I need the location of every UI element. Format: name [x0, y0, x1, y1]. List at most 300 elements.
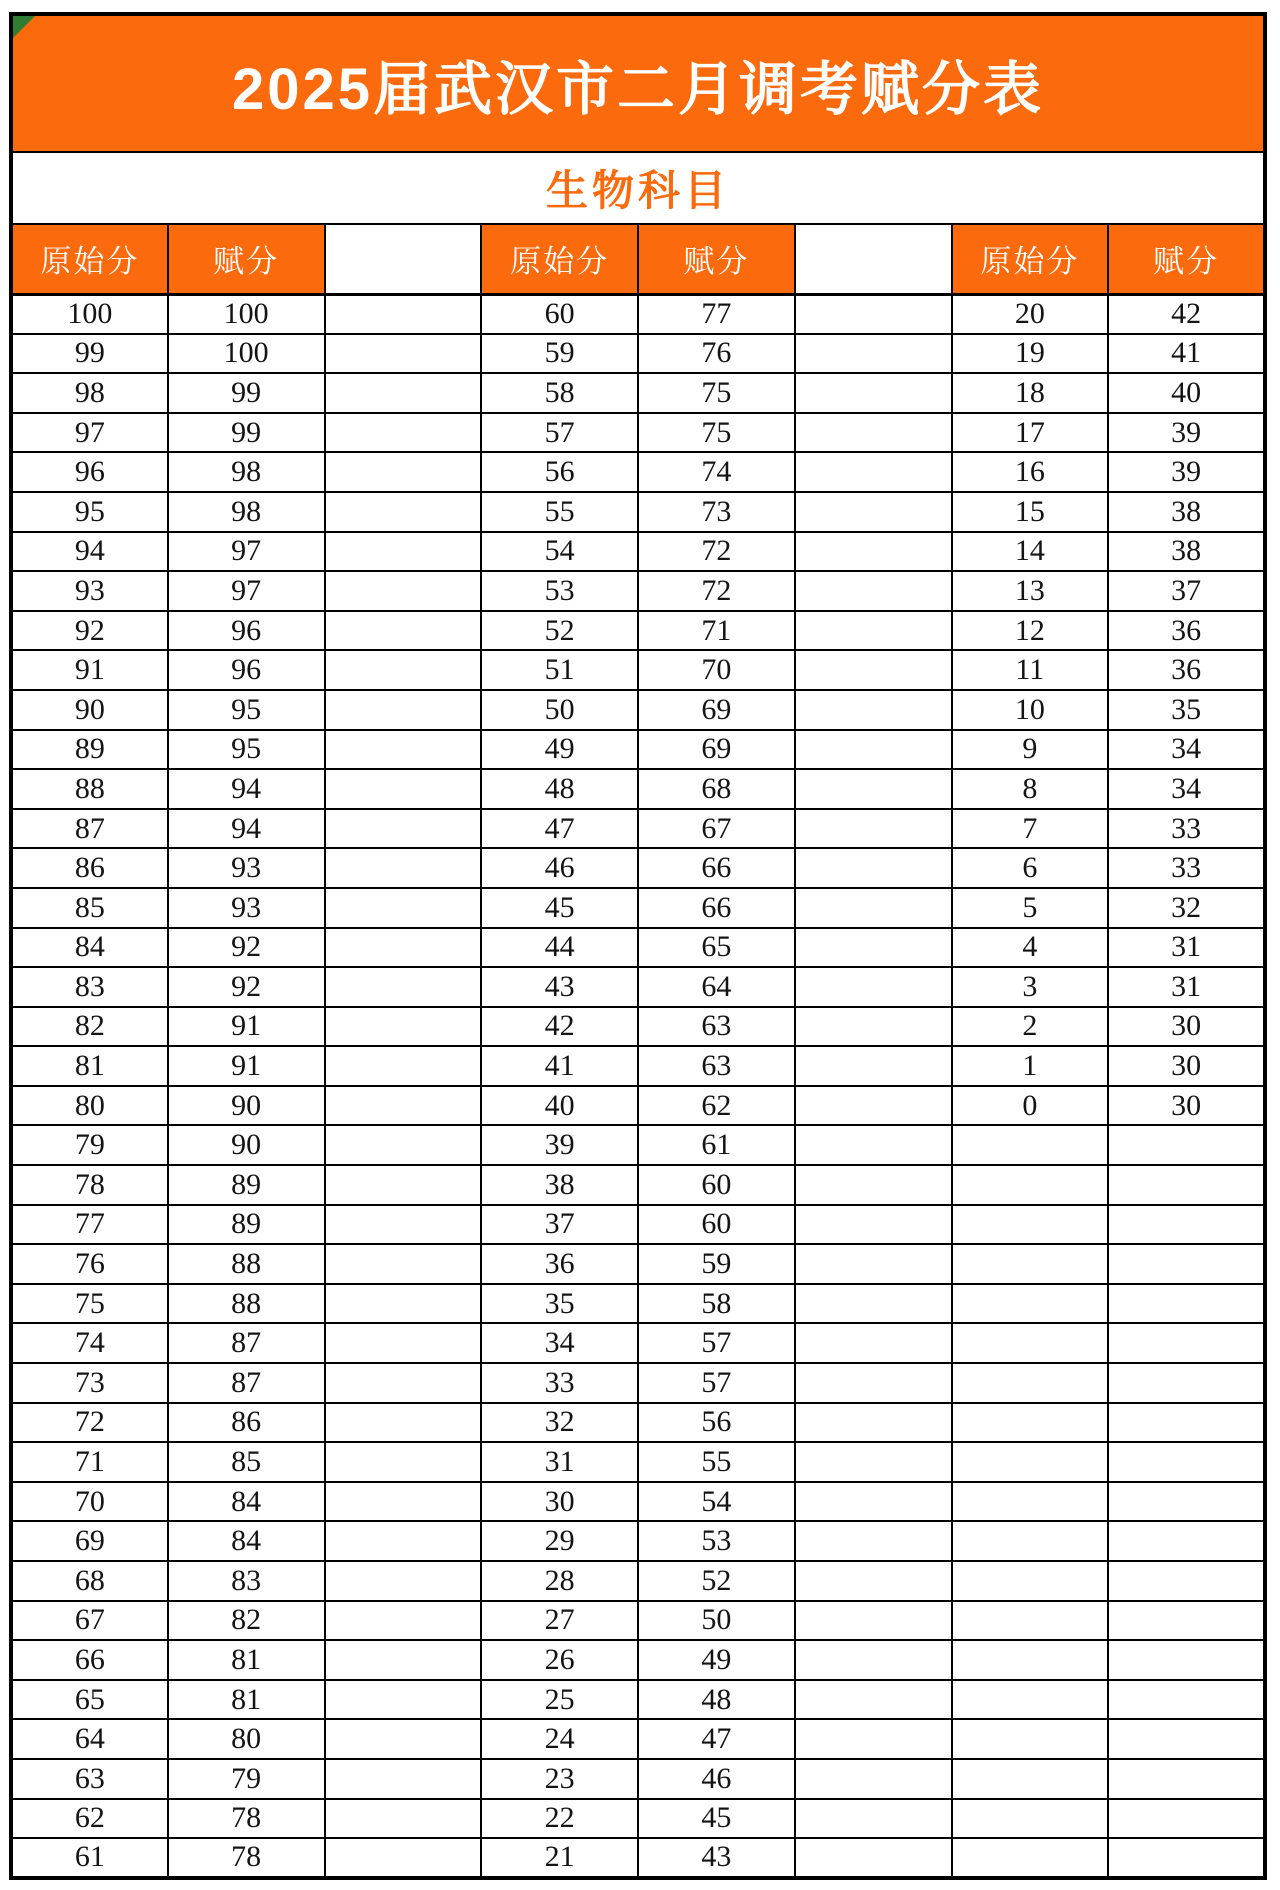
- spacer-cell: [795, 809, 952, 849]
- spacer-cell: [325, 1561, 482, 1601]
- score-cell: [1108, 1482, 1265, 1522]
- score-cell: 95: [11, 492, 168, 532]
- score-cell: 91: [168, 1046, 325, 1086]
- score-cell: 55: [638, 1442, 795, 1482]
- score-cell: [952, 1482, 1109, 1522]
- spacer-cell: [795, 334, 952, 374]
- score-cell: [952, 1244, 1109, 1284]
- score-row: [11, 690, 1265, 730]
- score-cell: 74: [638, 452, 795, 492]
- score-cell: [952, 1799, 1109, 1839]
- score-cell: 50: [638, 1601, 795, 1641]
- score-cell: 43: [638, 1838, 795, 1878]
- spacer-header: [325, 224, 482, 294]
- score-cell: 98: [168, 452, 325, 492]
- score-cell: 65: [11, 1680, 168, 1720]
- spacer-cell: [325, 611, 482, 651]
- spacer-cell: [325, 848, 482, 888]
- score-row: [11, 532, 1265, 572]
- spacer-cell: [325, 1442, 482, 1482]
- score-cell: 81: [11, 1046, 168, 1086]
- score-cell: 87: [11, 809, 168, 849]
- score-cell: [952, 1363, 1109, 1403]
- score-cell: 91: [168, 1007, 325, 1047]
- score-cell: 5: [952, 888, 1109, 928]
- score-cell: 6: [952, 848, 1109, 888]
- spacer-cell: [325, 1323, 482, 1363]
- score-cell: 24: [481, 1719, 638, 1759]
- score-cell: 35: [1108, 690, 1265, 730]
- score-cell: 40: [1108, 373, 1265, 413]
- score-cell: 95: [168, 690, 325, 730]
- score-row: [11, 611, 1265, 651]
- score-cell: 39: [1108, 413, 1265, 453]
- score-cell: 60: [638, 1165, 795, 1205]
- score-cell: 18: [952, 373, 1109, 413]
- subject-subtitle: 生物科目: [11, 152, 1265, 224]
- score-cell: 98: [11, 373, 168, 413]
- score-cell: 97: [168, 571, 325, 611]
- score-cell: 14: [952, 532, 1109, 572]
- score-cell: 38: [1108, 532, 1265, 572]
- score-row: [11, 294, 1265, 334]
- score-cell: 30: [481, 1482, 638, 1522]
- score-cell: 61: [638, 1125, 795, 1165]
- score-cell: 11: [952, 650, 1109, 690]
- score-cell: 88: [11, 769, 168, 809]
- score-cell: [952, 1719, 1109, 1759]
- score-cell: 79: [11, 1125, 168, 1165]
- score-cell: 58: [638, 1284, 795, 1324]
- score-row: [11, 1323, 1265, 1363]
- score-cell: 10: [952, 690, 1109, 730]
- spacer-cell: [795, 1403, 952, 1443]
- spacer-cell: [325, 730, 482, 770]
- score-cell: 30: [1108, 1046, 1265, 1086]
- score-cell: 85: [168, 1442, 325, 1482]
- score-cell: 9: [952, 730, 1109, 770]
- score-cell: 16: [952, 452, 1109, 492]
- score-cell: 96: [168, 611, 325, 651]
- score-cell: 64: [638, 967, 795, 1007]
- spacer-cell: [325, 1284, 482, 1324]
- score-cell: 76: [638, 334, 795, 374]
- score-cell: 0: [952, 1086, 1109, 1126]
- score-row: [11, 1601, 1265, 1641]
- cell-flag-triangle-icon: [13, 16, 35, 38]
- score-cell: 41: [1108, 334, 1265, 374]
- spacer-cell: [325, 1521, 482, 1561]
- score-cell: 31: [481, 1442, 638, 1482]
- spacer-cell: [325, 1205, 482, 1245]
- page-title: 2025届武汉市二月调考赋分表: [231, 56, 1045, 122]
- score-cell: 81: [168, 1640, 325, 1680]
- score-cell: 37: [1108, 571, 1265, 611]
- spacer-cell: [795, 1205, 952, 1245]
- score-cell: 74: [11, 1323, 168, 1363]
- score-cell: 43: [481, 967, 638, 1007]
- score-cell: 77: [638, 294, 795, 334]
- score-cell: 68: [11, 1561, 168, 1601]
- score-cell: 57: [638, 1363, 795, 1403]
- score-cell: [1108, 1799, 1265, 1839]
- spacer-cell: [795, 1284, 952, 1324]
- score-cell: 2: [952, 1007, 1109, 1047]
- spacer-cell: [795, 1759, 952, 1799]
- spacer-cell: [795, 1086, 952, 1126]
- spacer-cell: [795, 888, 952, 928]
- score-cell: 36: [1108, 650, 1265, 690]
- column-header: 原始分: [952, 224, 1109, 294]
- score-cell: 45: [481, 888, 638, 928]
- spacer-cell: [795, 611, 952, 651]
- spacer-cell: [325, 888, 482, 928]
- score-cell: 61: [11, 1838, 168, 1878]
- score-cell: 38: [1108, 492, 1265, 532]
- score-cell: 58: [481, 373, 638, 413]
- spacer-cell: [795, 730, 952, 770]
- score-cell: 56: [638, 1403, 795, 1443]
- score-cell: 34: [1108, 730, 1265, 770]
- column-header: 原始分: [481, 224, 638, 294]
- score-cell: 33: [1108, 809, 1265, 849]
- spacer-cell: [795, 650, 952, 690]
- page-title-cell: [11, 14, 1265, 152]
- score-cell: 13: [952, 571, 1109, 611]
- spacer-cell: [795, 1244, 952, 1284]
- score-row: [11, 1442, 1265, 1482]
- score-cell: 72: [638, 532, 795, 572]
- score-row: [11, 1680, 1265, 1720]
- score-cell: 71: [638, 611, 795, 651]
- score-cell: 8: [952, 769, 1109, 809]
- score-cell: [952, 1403, 1109, 1443]
- score-cell: 62: [638, 1086, 795, 1126]
- score-cell: 17: [952, 413, 1109, 453]
- score-row: [11, 571, 1265, 611]
- score-cell: 39: [1108, 452, 1265, 492]
- spacer-cell: [325, 1640, 482, 1680]
- score-cell: 72: [11, 1403, 168, 1443]
- score-cell: [1108, 1838, 1265, 1878]
- score-row: [11, 1838, 1265, 1878]
- score-cell: 51: [481, 650, 638, 690]
- score-cell: 75: [11, 1284, 168, 1324]
- column-header: 赋分: [1108, 224, 1265, 294]
- spacer-cell: [325, 1363, 482, 1403]
- score-cell: [952, 1165, 1109, 1205]
- score-cell: 32: [481, 1403, 638, 1443]
- spacer-cell: [325, 690, 482, 730]
- spacer-cell: [795, 413, 952, 453]
- score-cell: 48: [481, 769, 638, 809]
- spacer-cell: [325, 1244, 482, 1284]
- score-cell: [952, 1442, 1109, 1482]
- score-cell: 31: [1108, 928, 1265, 968]
- score-cell: 67: [11, 1601, 168, 1641]
- score-cell: 63: [638, 1007, 795, 1047]
- score-cell: [1108, 1719, 1265, 1759]
- score-cell: [952, 1759, 1109, 1799]
- spacer-cell: [795, 1719, 952, 1759]
- score-cell: 96: [11, 452, 168, 492]
- spacer-cell: [325, 1838, 482, 1878]
- score-row: [11, 1799, 1265, 1839]
- score-cell: [952, 1125, 1109, 1165]
- score-cell: 44: [481, 928, 638, 968]
- score-cell: 94: [168, 809, 325, 849]
- score-cell: 23: [481, 1759, 638, 1799]
- score-row: [11, 1482, 1265, 1522]
- score-cell: [1108, 1442, 1265, 1482]
- score-cell: [952, 1601, 1109, 1641]
- score-cell: 63: [638, 1046, 795, 1086]
- score-cell: 36: [1108, 611, 1265, 651]
- score-cell: [952, 1838, 1109, 1878]
- spacer-cell: [795, 1561, 952, 1601]
- column-header: 赋分: [168, 224, 325, 294]
- score-cell: [952, 1680, 1109, 1720]
- spacer-cell: [325, 650, 482, 690]
- score-cell: 75: [638, 373, 795, 413]
- score-row: [11, 413, 1265, 453]
- score-row: [11, 967, 1265, 1007]
- score-cell: 55: [481, 492, 638, 532]
- score-row: [11, 769, 1265, 809]
- score-cell: 53: [638, 1521, 795, 1561]
- score-cell: 52: [481, 611, 638, 651]
- score-cell: 69: [11, 1521, 168, 1561]
- score-cell: 33: [1108, 848, 1265, 888]
- score-cell: 57: [481, 413, 638, 453]
- score-row: [11, 1046, 1265, 1086]
- score-cell: 77: [11, 1205, 168, 1245]
- score-cell: 85: [11, 888, 168, 928]
- spacer-cell: [795, 1442, 952, 1482]
- score-row: [11, 452, 1265, 492]
- score-cell: 75: [638, 413, 795, 453]
- score-cell: 97: [168, 532, 325, 572]
- score-cell: 71: [11, 1442, 168, 1482]
- score-cell: 45: [638, 1799, 795, 1839]
- score-cell: 89: [168, 1165, 325, 1205]
- score-cell: 87: [168, 1363, 325, 1403]
- spacer-cell: [325, 1759, 482, 1799]
- score-cell: 79: [168, 1759, 325, 1799]
- score-cell: 66: [638, 888, 795, 928]
- score-cell: [1108, 1601, 1265, 1641]
- spacer-cell: [325, 809, 482, 849]
- score-row: [11, 1125, 1265, 1165]
- score-cell: 69: [638, 730, 795, 770]
- spacer-cell: [325, 1165, 482, 1205]
- score-row: [11, 1284, 1265, 1324]
- spacer-cell: [795, 373, 952, 413]
- column-header: 赋分: [638, 224, 795, 294]
- score-cell: 89: [11, 730, 168, 770]
- column-header: 原始分: [11, 224, 168, 294]
- spacer-cell: [325, 1086, 482, 1126]
- score-cell: 47: [638, 1719, 795, 1759]
- score-cell: 56: [481, 452, 638, 492]
- score-cell: 12: [952, 611, 1109, 651]
- score-cell: 28: [481, 1561, 638, 1601]
- score-row: [11, 730, 1265, 770]
- score-cell: 20: [952, 294, 1109, 334]
- spacer-cell: [795, 452, 952, 492]
- score-cell: 7: [952, 809, 1109, 849]
- score-cell: 60: [638, 1205, 795, 1245]
- score-cell: 42: [1108, 294, 1265, 334]
- score-cell: 84: [168, 1482, 325, 1522]
- score-cell: 84: [168, 1521, 325, 1561]
- score-cell: 39: [481, 1125, 638, 1165]
- score-cell: 87: [168, 1323, 325, 1363]
- score-cell: 4: [952, 928, 1109, 968]
- score-row: [11, 928, 1265, 968]
- subtitle-row: [11, 152, 1265, 224]
- score-cell: [1108, 1403, 1265, 1443]
- score-cell: 94: [11, 532, 168, 572]
- spacer-cell: [325, 571, 482, 611]
- spacer-cell: [795, 1640, 952, 1680]
- score-cell: 59: [481, 334, 638, 374]
- spacer-cell: [325, 334, 482, 374]
- score-row: [11, 809, 1265, 849]
- score-cell: 21: [481, 1838, 638, 1878]
- score-cell: [952, 1640, 1109, 1680]
- score-cell: 60: [481, 294, 638, 334]
- score-cell: 88: [168, 1284, 325, 1324]
- spacer-cell: [325, 1125, 482, 1165]
- score-cell: 76: [11, 1244, 168, 1284]
- score-cell: 41: [481, 1046, 638, 1086]
- spacer-cell: [325, 294, 482, 334]
- score-cell: 99: [168, 413, 325, 453]
- score-cell: 22: [481, 1799, 638, 1839]
- spacer-cell: [795, 571, 952, 611]
- score-cell: 92: [168, 928, 325, 968]
- score-cell: 100: [11, 294, 168, 334]
- spacer-cell: [325, 532, 482, 572]
- score-cell: 37: [481, 1205, 638, 1245]
- spacer-cell: [325, 1799, 482, 1839]
- score-cell: 26: [481, 1640, 638, 1680]
- score-cell: [1108, 1284, 1265, 1324]
- score-cell: [952, 1323, 1109, 1363]
- spacer-cell: [795, 1521, 952, 1561]
- title-row: [11, 14, 1265, 152]
- score-cell: 73: [11, 1363, 168, 1403]
- score-cell: 88: [168, 1244, 325, 1284]
- score-cell: 52: [638, 1561, 795, 1601]
- score-cell: 93: [168, 848, 325, 888]
- spacer-cell: [325, 492, 482, 532]
- score-row: [11, 1403, 1265, 1443]
- score-cell: 63: [11, 1759, 168, 1799]
- score-cell: 90: [168, 1086, 325, 1126]
- score-row: [11, 1759, 1265, 1799]
- spacer-cell: [325, 967, 482, 1007]
- score-cell: 70: [638, 650, 795, 690]
- spacer-cell: [795, 690, 952, 730]
- score-cell: [1108, 1759, 1265, 1799]
- spacer-cell: [795, 848, 952, 888]
- score-cell: 90: [11, 690, 168, 730]
- spacer-cell: [795, 1601, 952, 1641]
- score-cell: 80: [11, 1086, 168, 1126]
- score-cell: 29: [481, 1521, 638, 1561]
- score-cell: 48: [638, 1680, 795, 1720]
- score-cell: 80: [168, 1719, 325, 1759]
- score-cell: 46: [638, 1759, 795, 1799]
- spacer-cell: [795, 1125, 952, 1165]
- score-cell: 49: [638, 1640, 795, 1680]
- score-cell: 82: [168, 1601, 325, 1641]
- table-body: [11, 14, 1265, 1878]
- score-cell: 47: [481, 809, 638, 849]
- score-cell: 73: [638, 492, 795, 532]
- score-cell: 84: [11, 928, 168, 968]
- header-row: [11, 224, 1265, 294]
- score-cell: 33: [481, 1363, 638, 1403]
- score-cell: 86: [168, 1403, 325, 1443]
- score-cell: 96: [168, 650, 325, 690]
- score-cell: 93: [11, 571, 168, 611]
- score-row: [11, 1719, 1265, 1759]
- spacer-cell: [795, 1838, 952, 1878]
- score-cell: 42: [481, 1007, 638, 1047]
- score-row: [11, 1165, 1265, 1205]
- score-cell: [1108, 1680, 1265, 1720]
- spacer-cell: [325, 1007, 482, 1047]
- score-cell: [952, 1284, 1109, 1324]
- spacer-cell: [325, 1046, 482, 1086]
- spacer-cell: [795, 769, 952, 809]
- score-row: [11, 650, 1265, 690]
- score-cell: 38: [481, 1165, 638, 1205]
- score-cell: 15: [952, 492, 1109, 532]
- score-cell: 78: [11, 1165, 168, 1205]
- score-cell: [1108, 1363, 1265, 1403]
- spacer-cell: [325, 769, 482, 809]
- score-cell: 72: [638, 571, 795, 611]
- spacer-cell: [325, 1403, 482, 1443]
- spacer-cell: [795, 492, 952, 532]
- score-cell: 46: [481, 848, 638, 888]
- score-cell: [1108, 1205, 1265, 1245]
- score-cell: 99: [11, 334, 168, 374]
- score-cell: 34: [481, 1323, 638, 1363]
- score-cell: 34: [1108, 769, 1265, 809]
- spacer-cell: [325, 452, 482, 492]
- score-cell: 83: [168, 1561, 325, 1601]
- score-cell: 40: [481, 1086, 638, 1126]
- score-cell: 89: [168, 1205, 325, 1245]
- score-cell: [952, 1521, 1109, 1561]
- score-cell: 54: [638, 1482, 795, 1522]
- score-row: [11, 848, 1265, 888]
- score-cell: 95: [168, 730, 325, 770]
- score-cell: 32: [1108, 888, 1265, 928]
- score-sheet: [9, 12, 1267, 1880]
- score-cell: 83: [11, 967, 168, 1007]
- spacer-cell: [325, 373, 482, 413]
- score-cell: 70: [11, 1482, 168, 1522]
- score-row: [11, 1205, 1265, 1245]
- score-cell: 53: [481, 571, 638, 611]
- score-cell: 99: [168, 373, 325, 413]
